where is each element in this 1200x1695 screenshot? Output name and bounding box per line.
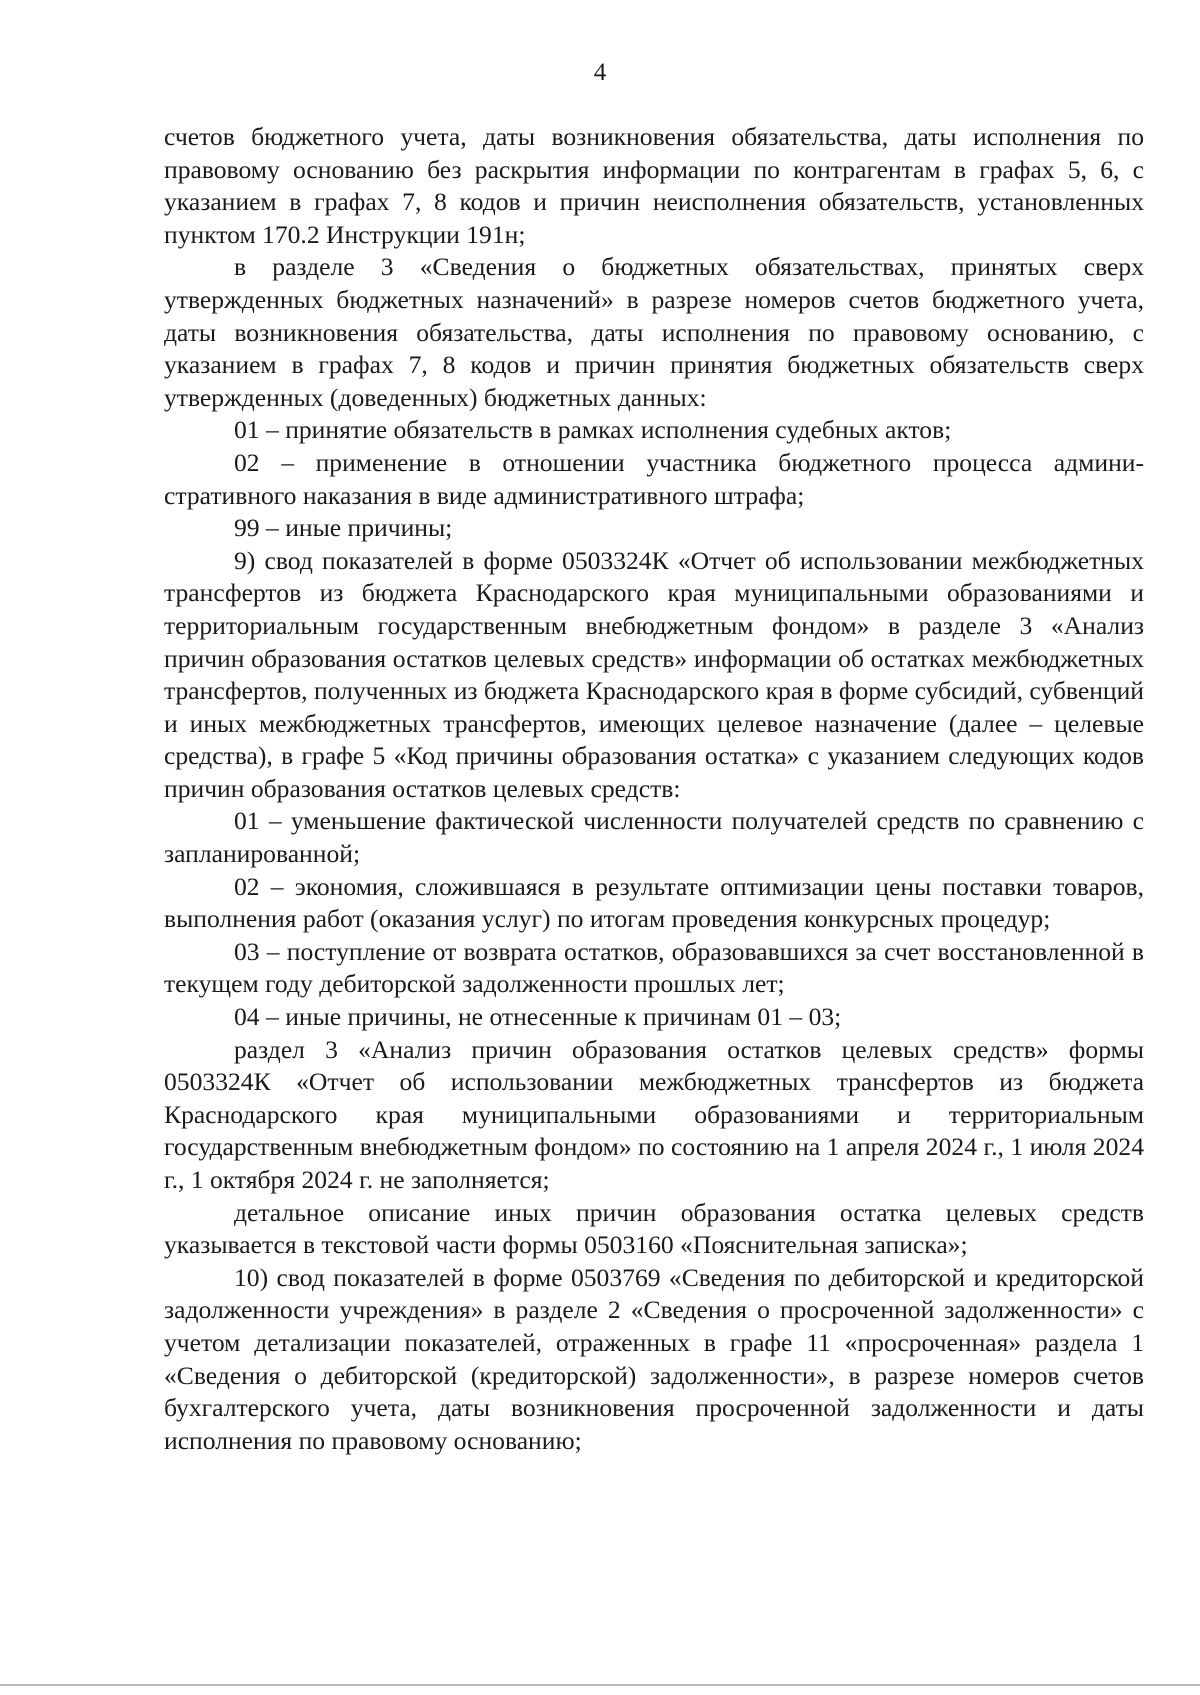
paragraph-detailed-description: детальное описание иных причин образования остатка целевых средств указывается в текстовой части формы 0503160 «Пояснительная записка»;	[164, 1197, 1144, 1260]
page-number: 4	[593, 59, 607, 86]
paragraph-item-10: 10) свод показателей в форме 0503769 «Сведения по дебиторской и кредиторской задолженности учреждения» в разделе 2 «Сведения о просроченной задолженности» с учетом детализации показателей, отраженных в графе 11 «просроченная» раздела 1 «Сведения о дебиторской (кредиторской) задолженности», в разрезе номеров счетов бухгалтерского учета, даты возникновения просроченной задолженности и даты исполнения по правовому основанию;	[164, 1262, 1144, 1455]
paragraph-section-3-obligations: в разделе 3 «Сведения о бюджетных обязательствах, принятых сверх утвержденных бюджетных назначений» в разрезе номеров счетов бюджетного учета, даты возникновения обязательства, даты исполнения по правовому основанию, с указанием в графах 7, 8 кодов и причин принятия бюджетных обязательств сверх утвержденных (доведенных) бюджетных данных:	[164, 252, 1144, 412]
paragraph-section-3-not-filled: раздел 3 «Анализ причин образования остатков целевых средств» формы 0503324К «Отчет об использовании межбюджетных трансфертов из бюджета Краснодарского края муниципальными образованиями и территориальным государственным внебюджетным фондом» по состоянию на 1 апреля 2024 г., 1 июля 2024 г., 1 октября 2024 г. не заполняется;	[164, 1034, 1144, 1194]
code-item-99-other: 99 – иные причины;	[234, 513, 453, 543]
paragraph-item-9: 9) свод показателей в форме 0503324К «Отчет об использовании межбюджетных трансфертов из бюджета Краснодарского края муниципальными образованиями и территориальным государственным внебюджетным фондом» в разделе 3 «Анализ причин образования остатков целевых средств» информации об остатках межбюджетных трансфертов, полученных из бюджета Краснодарского края в форме субсидий, субвенций и иных межбюджетных трансфертов, имеющих целевое назначение (далее – целевые средства), в графе 5 «Код причины образования остатка» с указанием следующих кодов причин образования остатков целевых средств:	[164, 545, 1144, 803]
code-item-02-fine: 02 – применение в отношении участника бюджетного процесса административного наказания в виде административного штрафа;	[164, 447, 1144, 510]
code-item-03-returns: 03 – поступление от возврата остатков, образовавшихся за счет восстановленной в текущем году дебиторской задолженности прошлых лет;	[164, 936, 1144, 999]
code-item-01-court: 01 – принятие обязательств в рамках исполнения судебных актов;	[234, 415, 952, 445]
code-item-01-recipients: 01 – уменьшение фактической численности получателей средств по сравнению с запланированной;	[164, 806, 1144, 869]
document-body	[164, 121, 1144, 1457]
code-item-04-other: 04 – иные причины, не отнесенные к причинам 01 – 03;	[234, 1002, 842, 1032]
code-item-02-savings: 02 – экономия, сложившаяся в результате оптимизации цены поставки товаров, выполнения работ (оказания услуг) по итогам проведения конкурсных процедур;	[164, 871, 1144, 934]
paragraph-continuation: счетов бюджетного учета, даты возникновения обязательства, даты исполнения по правовому основанию без раскрытия информации по контрагентам в графах 5, 6, с указанием в графах 7, 8 кодов и причин неисполнения обязательств, установленных пунктом 170.2 Инструкции 191н;	[164, 122, 1144, 249]
bottom-edge-line	[0, 1684, 1200, 1686]
